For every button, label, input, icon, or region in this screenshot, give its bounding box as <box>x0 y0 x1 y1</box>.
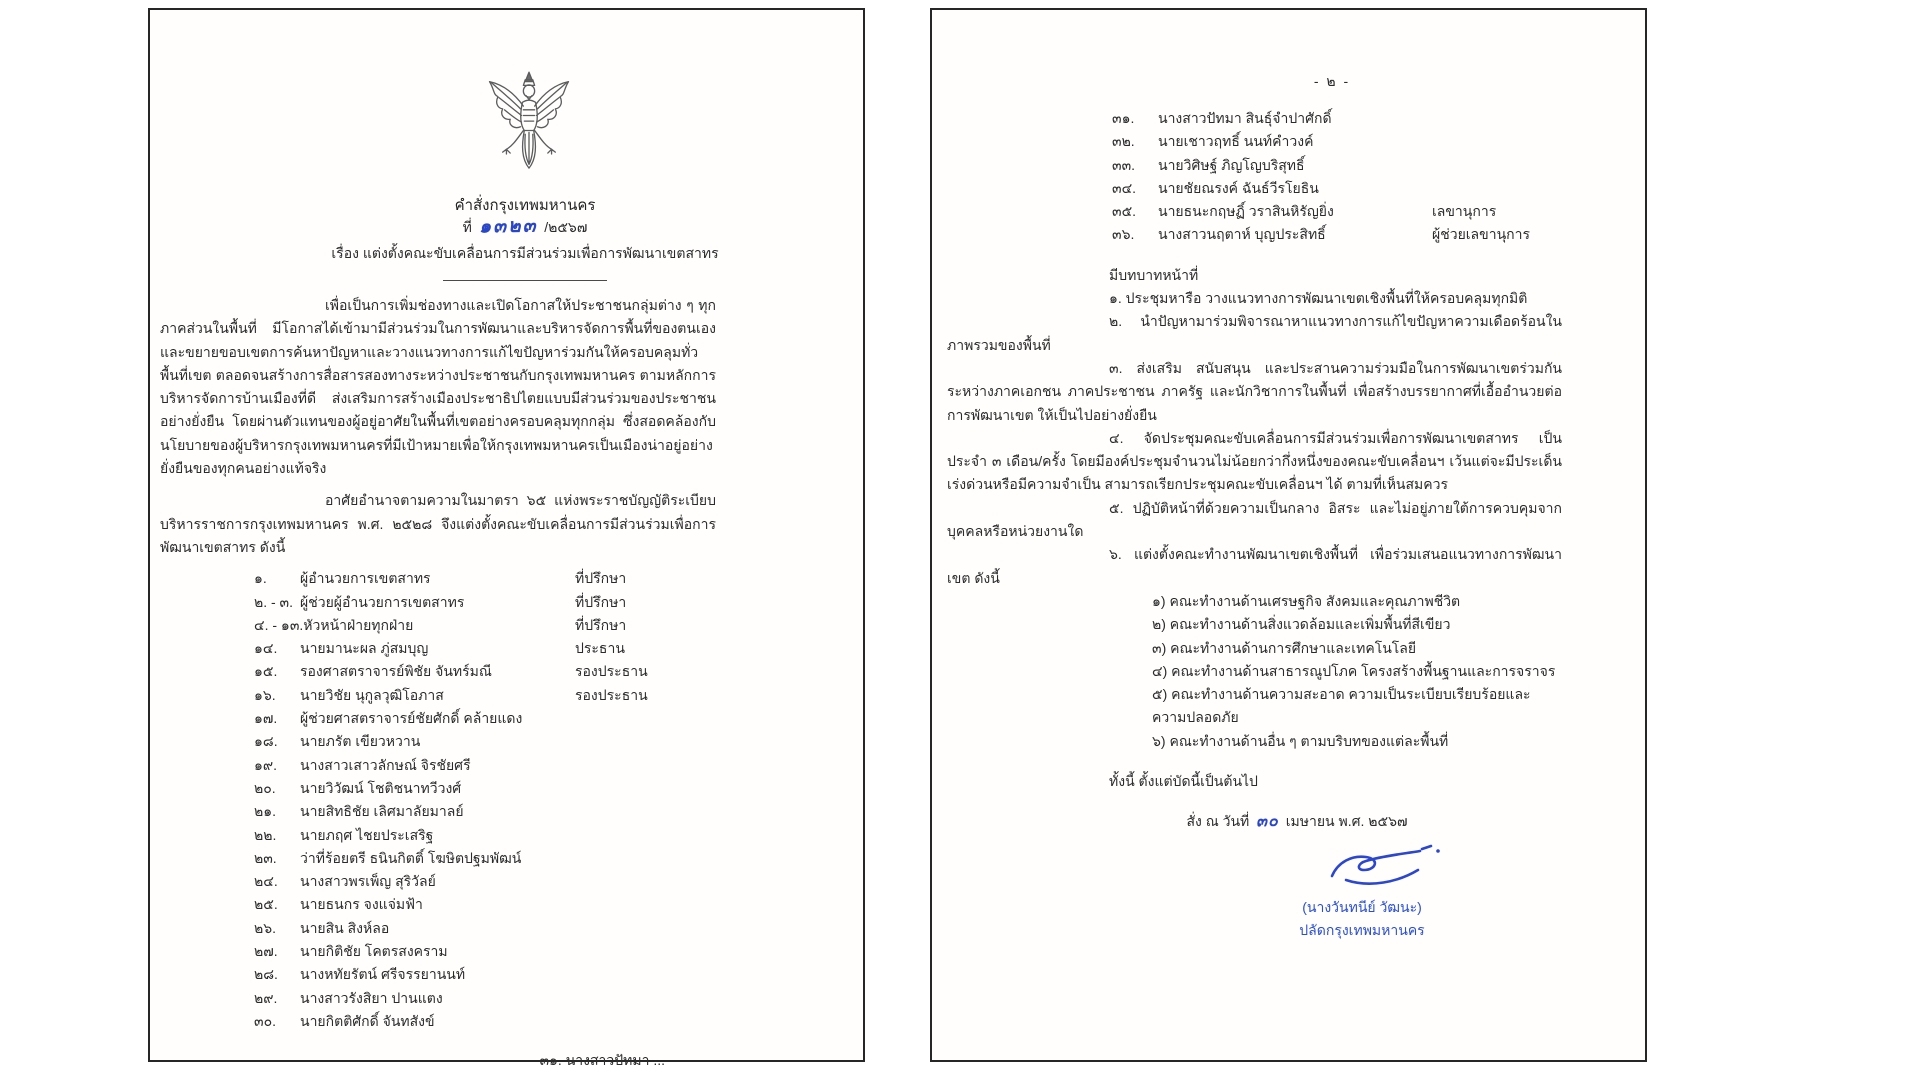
duty-item <box>947 357 1562 427</box>
member-number: ๑๖. <box>254 686 276 703</box>
member-number: ๓๖. <box>1112 226 1135 243</box>
duties-section-header: มีบทบาทหน้าที่ <box>1109 266 1199 283</box>
member-name: นางสาวนฤตาห์ บุญประสิทธิ์ <box>1158 226 1326 243</box>
member-row <box>254 987 716 1010</box>
member-row <box>254 730 716 753</box>
member-number: ๒๕. <box>254 896 278 913</box>
member-row <box>1112 107 1562 130</box>
document-page-1 <box>148 8 865 1069</box>
member-row <box>254 660 716 683</box>
member-number: ๓๑. <box>1112 110 1135 126</box>
effective-note: ทั้งนี้ ตั้งแต่บัดนี้เป็นต้นไป <box>1109 773 1258 790</box>
member-name: นายภรัต เขียวหวาน <box>300 733 421 750</box>
member-name: นายธนกร จงแจ่มฟ้า <box>300 896 423 913</box>
order-title: คำสั่งกรุงเทพมหานคร <box>454 197 596 214</box>
working-group-item <box>1152 637 1562 660</box>
working-group-number: ๒) <box>1152 616 1166 633</box>
member-role: ที่ปรึกษา <box>575 593 627 610</box>
continuation-note: ๓๑. นางสาวปัทมา ... <box>539 1052 665 1069</box>
member-number: ๑๕. <box>254 663 278 680</box>
member-name: นางสาวปัทมา สินธุ์จำปาศักดิ์ <box>1158 110 1332 126</box>
duty-number: ๖. <box>1109 546 1122 563</box>
member-number: ๒๖. <box>254 919 277 936</box>
committee-members-list-continued <box>1112 107 1562 247</box>
authority-paragraph: อาศัยอำนาจตามความในมาตรา ๖๕ แห่งพระราชบัญญัติระเบียบบริหารราชการกรุงเทพมหานคร พ.ศ. ๒๕๒๘ จึงแต่งตั้งคณะขับเคลื่อนการมีส่วนร่วมเพื่อการพัฒนาเขตสาทร ดังนี้ <box>160 492 716 555</box>
member-row <box>1112 177 1562 200</box>
member-number: ๑๘. <box>254 733 278 750</box>
member-number: ๑๗. <box>254 710 278 727</box>
member-name: นายชัยณรงค์ ฉันธ์วีรโยธิน <box>1158 179 1319 196</box>
working-group-number: ๔) <box>1152 662 1168 679</box>
working-group-text: คณะทำงานด้านสิ่งแวดล้อมและเพิ่มพื้นที่สีเขียว <box>1169 616 1451 633</box>
duty-number: ๔. <box>1109 429 1124 446</box>
member-name: ผู้ช่วยผู้อำนวยการเขตสาทร <box>300 593 465 610</box>
working-group-number: ๓) <box>1152 639 1167 656</box>
working-group-text: คณะทำงานด้านการศึกษาและเทคโนโลยี <box>1170 639 1417 656</box>
member-role: ประธาน <box>575 640 625 657</box>
page-1-body <box>160 294 716 1073</box>
working-group-item <box>1152 660 1562 683</box>
member-number: ๒๐. <box>254 779 276 796</box>
duty-text: ประชุมหารือ วางแนวทางการพัฒนาเขตเชิงพื้นที่ให้ครอบคลุมทุกมิติ <box>1125 290 1528 307</box>
duty-text: ส่งเสริม สนับสนุน และประสานความร่วมมือในการพัฒนาเขตร่วมกัน ระหว่างภาคเอกชน ภาคประชาชน ภาครัฐ และนักวิชาการในพื้นที่ เพื่อสร้างบรรยากาศที่เอื้ออำนวยต่อการพัฒนาเขต ให้เป็นไปอย่างยั่งยืน <box>947 359 1563 423</box>
member-number: ๓๔. <box>1112 179 1137 196</box>
member-row <box>1112 154 1562 177</box>
member-role: รองประธาน <box>575 686 648 703</box>
member-name: นายสิน สิงห์ลอ <box>300 919 390 936</box>
working-group-text: คณะทำงานด้านความสะอาด ความเป็นระเบียบเรียบร้อยและความปลอดภัย <box>1152 686 1531 726</box>
member-number: ๓๒. <box>1112 133 1135 150</box>
member-name: นายกิติชัย โคตรสงคราม <box>300 943 448 960</box>
duty-text: จัดประชุมคณะขับเคลื่อนการมีส่วนร่วมเพื่อการพัฒนาเขตสาทร เป็นประจำ ๓ เดือน/ครั้ง โดยมีองค์ประชุมจำนวนไม่น้อยกว่ากึ่งหนึ่งของคณะขับเคลื่อนฯ เว้นแต่จะมีประเด็นเร่งด่วนหรือมีความจำเป็น สามารถเรียกประชุมคณะขับเคลื่อนฯ ได้ ตามที่เห็นสมควร <box>947 429 1562 493</box>
member-row <box>254 637 716 660</box>
member-row <box>1112 130 1562 153</box>
committee-members-list <box>254 567 716 1033</box>
member-name: ผู้อำนวยการเขตสาทร <box>300 570 431 587</box>
member-name: นายกิตติศักดิ์ จันทสังข์ <box>300 1012 435 1029</box>
working-group-text: คณะทำงานด้านเศรษฐกิจ สังคมและคุณภาพชีวิต <box>1169 592 1461 609</box>
duty-item <box>947 497 1562 544</box>
member-row <box>254 870 716 893</box>
member-name: นางหทัยรัตน์ ศรีจรรยานนท์ <box>300 966 466 983</box>
working-group-number: ๕) <box>1152 686 1168 703</box>
duty-number: ๕. <box>1109 499 1124 516</box>
member-role: ที่ปรึกษา <box>575 570 627 587</box>
member-row <box>254 754 716 777</box>
member-name: นายวิศิษฐ์ ภิญโญบริสุทธิ์ <box>1158 156 1305 173</box>
member-name: นายวิชัย นุกูลวุฒิโอภาส <box>300 686 444 703</box>
member-name: นายธนะกฤษฏิ์ วราสินหิรัญยิ่ง <box>1158 203 1334 220</box>
member-row <box>254 800 716 823</box>
member-row <box>254 614 716 637</box>
signer-name: (นางวันทนีย์ วัฒนะ) <box>1302 898 1422 915</box>
member-row <box>254 893 716 916</box>
member-row <box>254 940 716 963</box>
member-row <box>254 824 716 847</box>
duty-number: ๒. <box>1109 313 1123 330</box>
duties-list <box>947 287 1562 590</box>
member-row <box>254 917 716 940</box>
order-date-prefix: สั่ง ณ วันที่ <box>1186 813 1250 830</box>
preamble-paragraph: เพื่อเป็นการเพิ่มช่องทางและเปิดโอกาสให้ประชาชนกลุ่มต่าง ๆ ทุกภาคส่วนในพื้นที่ มีโอกาสได้เข้ามามีส่วนร่วมในการพัฒนาและบริหารจัดการพื้นที่ของตนเองและขยายขอบเขตการค้นหาปัญหาและวางแนวทางการแก้ไขปัญหาร่วมกันให้ครอบคลุมทั่วพื้นที่เขต ตลอดจนสร้างการสื่อสารสองทางระหว่างประชาชนกับกรุงเทพมหานคร ตามหลักการบริหารจัดการบ้านเมืองที่ดี ส่งเสริมการสร้างเมืองประชาธิปไตยแบบมีส่วนร่วมของประชาชนอย่างยั่งยืน โดยผ่านตัวแทนของผู้อยู่อาศัยในพื้นที่เขตอย่างครอบคลุมทุกกลุ่ม ซึ่งสอดคล้องกับนโยบายของผู้บริหารกรุงเทพมหานครที่มีเป้าหมายเพื่อให้กรุงเทพมหานครเป็นเมืองน่าอยู่อย่างยั่งยืนของทุกคนอย่างแท้จริง <box>160 297 716 477</box>
member-row <box>254 847 716 870</box>
member-number: ๒๒. <box>254 826 277 843</box>
working-group-item <box>1152 730 1562 753</box>
member-name: นางสาวพรเพ็ญ สุริวัลย์ <box>300 873 436 890</box>
member-number: ๒๔. <box>254 873 278 890</box>
member-row <box>1112 200 1562 223</box>
order-date-handwritten: ๓๐ <box>1256 813 1279 831</box>
member-number: ๓๐. <box>254 1012 277 1029</box>
duty-text: แต่งตั้งคณะทำงานพัฒนาเขตเชิงพื้นที่ เพื่อร่วมเสนอแนวทางการพัฒนาเขต ดังนี้ <box>947 546 1562 586</box>
member-row <box>254 567 716 590</box>
signer-title: ปลัดกรุงเทพมหานคร <box>1299 921 1425 938</box>
member-number: ๔. - ๑๓. <box>254 616 304 633</box>
duty-text: นำปัญหามาร่วมพิจารณาหาแนวทางการแก้ไขปัญหาความเดือดร้อนในภาพรวมของพื้นที่ <box>947 313 1562 353</box>
member-row <box>254 777 716 800</box>
member-number: ๓๓. <box>1112 156 1136 173</box>
working-group-item <box>1152 683 1562 730</box>
working-group-number: ๑) <box>1152 592 1166 609</box>
member-role: ผู้ช่วยเลขานุการ <box>1432 226 1530 243</box>
member-number: ๒๘. <box>254 966 278 983</box>
garuda-emblem-icon <box>482 69 576 177</box>
member-number: ๓๕. <box>1112 203 1137 220</box>
working-group-item <box>1152 590 1562 613</box>
member-name: นายเชาวฤทธิ์ นนท์คำวงค์ <box>1158 133 1314 150</box>
order-number-year: /๒๕๖๗ <box>544 219 588 235</box>
working-group-text: คณะทำงานด้านสาธารณูปโภค โครงสร้างพื้นฐานและการจราจร <box>1171 662 1556 679</box>
signature-ink-scribble <box>1317 840 1449 896</box>
member-row <box>254 707 716 730</box>
member-number: ๒๑. <box>254 803 277 820</box>
member-number: ๒๗. <box>254 943 278 960</box>
working-group-text: คณะทำงานด้านอื่น ๆ ตามบริบทของแต่ละพื้นที่ <box>1169 732 1449 749</box>
member-number: ๑๔. <box>254 640 278 657</box>
member-name: นายภฤศ ไชยประเสริฐ <box>300 826 434 843</box>
member-name: ว่าที่ร้อยตรี ธนินกิตติ์ โฆษิตปฐมพัฒน์ <box>300 849 522 866</box>
member-row <box>254 684 716 707</box>
member-name: นางสาวรังสิยา ปานแตง <box>300 989 443 1006</box>
page-2-body <box>947 107 1562 942</box>
member-number: ๑. <box>254 570 267 587</box>
member-name: นางสาวเสาวลักษณ์ จิรชัยศรี <box>300 756 471 773</box>
member-row <box>1112 223 1562 246</box>
order-date-suffix: เมษายน พ.ศ. ๒๕๖๗ <box>1285 813 1408 830</box>
header-divider <box>443 280 607 281</box>
order-number-prefix: ที่ <box>462 219 472 235</box>
member-number: ๒. - ๓. <box>254 593 294 610</box>
member-row <box>254 591 716 614</box>
order-number-line <box>225 216 825 239</box>
member-row <box>254 963 716 986</box>
member-name: นายมานะผล ภู่สมบุญ <box>300 640 429 657</box>
member-name: นายสิทธิชัย เลิศมาลัยมาลย์ <box>300 803 464 820</box>
working-group-number: ๖) <box>1152 732 1166 749</box>
document-page-2 <box>930 8 1647 1062</box>
member-role: เลขานุการ <box>1432 203 1497 220</box>
order-subject: เรื่อง แต่งตั้งคณะขับเคลื่อนการมีส่วนร่วมเพื่อการพัฒนาเขตสาทร <box>331 245 719 261</box>
member-number: ๒๙. <box>254 989 278 1006</box>
order-date-line <box>947 810 1562 833</box>
duty-text: ปฏิบัติหน้าที่ด้วยความเป็นกลาง อิสระ และไม่อยู่ภายใต้การควบคุมจากบุคคลหรือหน่วยงานใด <box>947 499 1562 540</box>
duty-item <box>947 543 1562 590</box>
order-number-handwritten: ๑๓๒๓ <box>478 215 538 238</box>
member-name: หัวหน้าฝ่ายทุกฝ่าย <box>303 616 414 633</box>
member-name: รองศาสตราจารย์พิชัย จันทร์มณี <box>300 663 492 680</box>
working-group-item <box>1152 613 1562 636</box>
page-number: - ๒ - <box>1313 73 1351 89</box>
member-role: ที่ปรึกษา <box>575 616 627 633</box>
working-groups-list <box>1152 590 1562 753</box>
member-name: นายวิวัฒน์ โชติชนาทวีวงศ์ <box>300 779 462 796</box>
member-role: รองประธาน <box>575 663 648 680</box>
member-number: ๑๙. <box>254 756 278 773</box>
member-number: ๒๓. <box>254 849 277 866</box>
duty-item <box>947 287 1562 310</box>
duty-number: ๓. <box>1109 359 1123 376</box>
member-row <box>254 1010 716 1033</box>
member-name: ผู้ช่วยศาสตราจารย์ชัยศักดิ์ คล้ายแดง <box>300 710 523 727</box>
duty-item <box>947 310 1562 357</box>
duty-item <box>947 427 1562 497</box>
signature-block <box>1292 840 1592 896</box>
duty-number: ๑. <box>1109 290 1122 307</box>
